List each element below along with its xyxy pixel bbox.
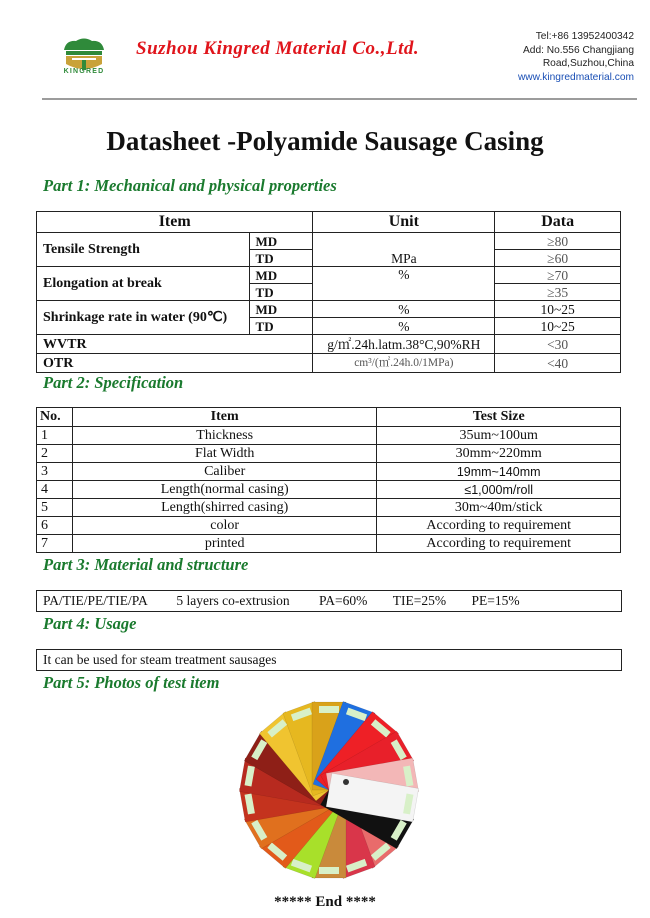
usage-box bbox=[36, 649, 622, 671]
unit-shrinkage-td: % bbox=[313, 318, 495, 335]
table-header-row bbox=[37, 212, 621, 233]
col-header-no: No. bbox=[37, 408, 73, 427]
row-sub-td: TD bbox=[249, 284, 313, 301]
value-tensile-md: ≥80 bbox=[495, 233, 621, 250]
cell-no: 2 bbox=[37, 445, 73, 463]
material-structure: PA/TIE/PE/TIE/PA bbox=[43, 593, 148, 608]
material-pe: PE=15% bbox=[471, 593, 520, 608]
table-row bbox=[37, 517, 621, 535]
cell-item: printed bbox=[72, 535, 376, 553]
row-label-tensile: Tensile Strength bbox=[37, 233, 250, 267]
value-elongation-td: ≥35 bbox=[495, 284, 621, 301]
row-label-shrinkage: Shrinkage rate in water (90℃) bbox=[37, 301, 250, 335]
page-title: Datasheet -Polyamide Sausage Casing bbox=[106, 126, 544, 156]
cell-item: color bbox=[72, 517, 376, 535]
material-process: 5 layers co-extrusion bbox=[176, 593, 290, 608]
row-sub-md: MD bbox=[249, 267, 313, 284]
contact-website-link[interactable]: www.kingredmaterial.com bbox=[517, 71, 634, 83]
table-row bbox=[37, 301, 621, 318]
cell-size: 30m~40m/stick bbox=[377, 499, 621, 517]
swatch-pin-icon bbox=[343, 779, 349, 785]
value-shrinkage-md: 10~25 bbox=[495, 301, 621, 318]
cell-item: Caliber bbox=[72, 463, 376, 481]
cell-no: 1 bbox=[37, 427, 73, 445]
unit-wvtr: g/㎡.24h.latm.38°C,90%RH bbox=[313, 335, 495, 354]
cell-size: According to requirement bbox=[377, 535, 621, 553]
contact-address-1: Add: No.556 Changjiang bbox=[522, 44, 634, 56]
table-row bbox=[37, 445, 621, 463]
cell-size: ≤1,000m/roll bbox=[377, 481, 621, 499]
company-name: Suzhou Kingred Material Co.,Ltd. bbox=[136, 38, 420, 59]
cell-no: 5 bbox=[37, 499, 73, 517]
table-header-row bbox=[37, 408, 621, 427]
cell-size: According to requirement bbox=[377, 517, 621, 535]
cell-no: 7 bbox=[37, 535, 73, 553]
end-marker: ***** End **** bbox=[274, 894, 376, 910]
part2-heading: Part 2: Specification bbox=[43, 373, 184, 392]
col-header-data: Data bbox=[495, 212, 621, 233]
row-sub-td: TD bbox=[249, 250, 313, 267]
value-wvtr: <30 bbox=[495, 335, 621, 354]
logo-line bbox=[72, 58, 96, 60]
table-row bbox=[37, 481, 621, 499]
value-tensile-td: ≥60 bbox=[495, 250, 621, 267]
row-label-wvtr: WVTR bbox=[37, 335, 313, 354]
material-pa: PA=60% bbox=[319, 593, 368, 608]
swatch-label bbox=[319, 706, 339, 713]
cell-no: 3 bbox=[37, 463, 73, 481]
table-row bbox=[37, 427, 621, 445]
contact-block bbox=[518, 30, 634, 84]
row-sub-md: MD bbox=[249, 233, 313, 250]
contact-tel: Tel:+86 13952400342 bbox=[535, 31, 634, 42]
logo-text: KINGRED bbox=[63, 68, 105, 75]
mechanical-properties-table bbox=[36, 211, 621, 373]
cell-item: Thickness bbox=[72, 427, 376, 445]
contact-address-2: Road,Suzhou,China bbox=[542, 58, 634, 69]
col-header-item: Item bbox=[72, 408, 376, 427]
cell-no: 6 bbox=[37, 517, 73, 535]
material-structure-box bbox=[36, 590, 622, 612]
table-row bbox=[37, 535, 621, 553]
part3-heading-text: Part 3: Material and structure bbox=[43, 555, 249, 574]
cell-item: Length(shirred casing) bbox=[72, 499, 376, 517]
value-otr: <40 bbox=[495, 354, 621, 373]
unit-elongation: % bbox=[313, 267, 495, 301]
unit-tensile: MPa bbox=[313, 233, 495, 267]
swatch-label bbox=[319, 867, 339, 874]
part1-heading: Part 1: Mechanical and physical properties bbox=[43, 176, 337, 195]
logo-band bbox=[66, 51, 102, 55]
cell-no: 4 bbox=[37, 481, 73, 499]
part3-heading bbox=[43, 555, 248, 575]
col-header-unit: Unit bbox=[313, 212, 495, 233]
table-row bbox=[37, 267, 621, 284]
header-divider bbox=[42, 98, 637, 100]
table-row bbox=[37, 499, 621, 517]
cell-size: 30mm~220mm bbox=[377, 445, 621, 463]
cell-size: 19mm~140mm bbox=[377, 463, 621, 481]
material-tie: TIE=25% bbox=[392, 593, 447, 608]
col-header-item: Item bbox=[37, 212, 313, 233]
col-header-test-size: Test Size bbox=[377, 408, 621, 427]
usage-text: It can be used for steam treatment sausages bbox=[43, 652, 277, 667]
row-sub-td: TD bbox=[249, 318, 313, 335]
part5-heading: Part 5: Photos of test item bbox=[43, 673, 220, 692]
table-row bbox=[37, 335, 621, 354]
value-elongation-md: ≥70 bbox=[495, 267, 621, 284]
part4-heading: Part 4: Usage bbox=[43, 614, 137, 633]
row-label-elongation: Elongation at break bbox=[37, 267, 250, 301]
row-label-otr: OTR bbox=[37, 354, 313, 373]
test-item-photo bbox=[224, 700, 434, 880]
unit-otr: cm³/(㎡.24h.0/1MPa) bbox=[313, 354, 495, 373]
table-row bbox=[37, 354, 621, 373]
cell-item: Flat Width bbox=[72, 445, 376, 463]
table-row bbox=[37, 463, 621, 481]
table-row bbox=[37, 233, 621, 250]
row-sub-md: MD bbox=[249, 301, 313, 318]
value-shrinkage-td: 10~25 bbox=[495, 318, 621, 335]
logo-canopy bbox=[64, 39, 104, 51]
cell-item: Length(normal casing) bbox=[72, 481, 376, 499]
cell-size: 35um~100um bbox=[377, 427, 621, 445]
unit-shrinkage-md: % bbox=[313, 301, 495, 318]
specification-table bbox=[36, 407, 621, 553]
